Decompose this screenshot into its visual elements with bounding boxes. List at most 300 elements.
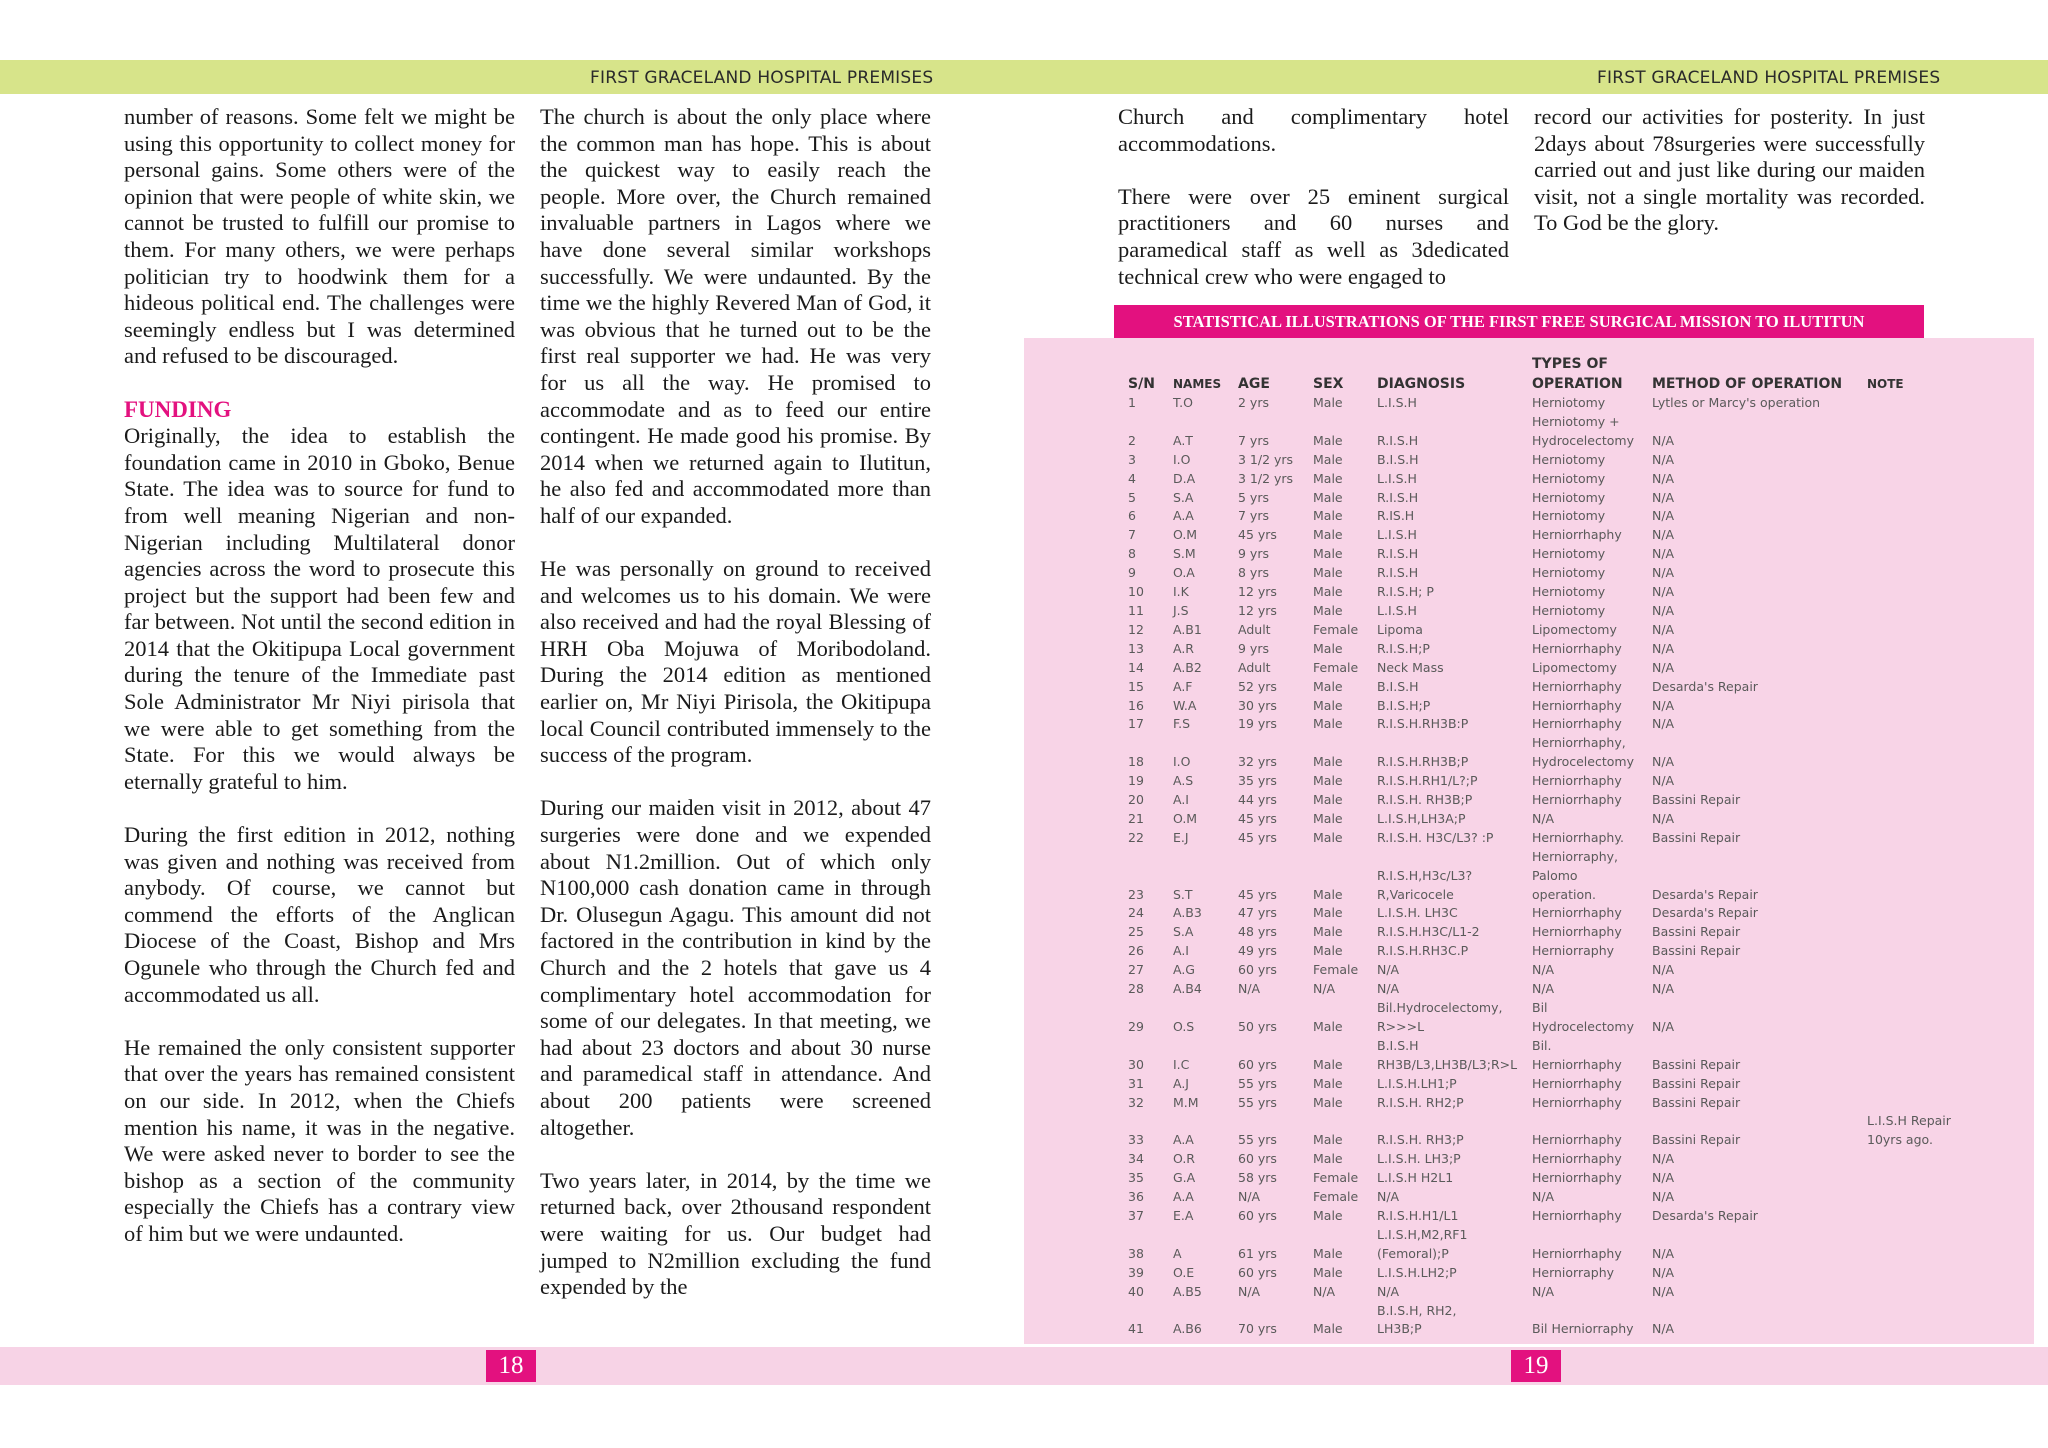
table-cell: 27 xyxy=(1128,962,1144,978)
table-cell: 2 xyxy=(1128,432,1136,448)
table-cell xyxy=(1173,1037,1238,1056)
table-row xyxy=(1128,545,1957,564)
table-cell: Herniotomy xyxy=(1532,395,1606,410)
table-cell: 55 yrs xyxy=(1238,1132,1277,1148)
table-cell: Herniotomy xyxy=(1532,470,1606,486)
table-cell: R.I.S.H. H3C/L3? :P xyxy=(1377,829,1494,845)
table-cell: N/A xyxy=(1377,1283,1400,1299)
table-cell: R.I.S.H. RH2;P xyxy=(1377,1094,1464,1110)
table-cell: I.O xyxy=(1173,451,1191,467)
table-cell: Male xyxy=(1313,1132,1343,1148)
table-cell xyxy=(1313,999,1377,1018)
table-cell: 45 yrs xyxy=(1238,829,1277,845)
table-cell: 55 yrs xyxy=(1238,1094,1277,1110)
table-cell xyxy=(1867,659,1957,678)
table-cell xyxy=(1867,829,1957,848)
table-cell: 22 xyxy=(1128,829,1144,845)
table-cell xyxy=(1377,848,1532,867)
table-row xyxy=(1128,886,1957,905)
table-cell: Male xyxy=(1313,716,1343,732)
table-cell: Herniorrhaphy xyxy=(1532,1075,1622,1091)
table-cell xyxy=(1238,413,1313,432)
table-cell xyxy=(1238,1037,1313,1056)
table-cell: Bil.Hydrocelectomy, xyxy=(1377,1000,1503,1015)
paragraph: The church is about the only place where the common man has hope. This is about the quickest way to easily reach the people. More over, the Church remained invaluable partners in Lagos where we have done several similar workshops successfully. We were undaunted. By the time we the highly Revered Man of God, it was obvious that he turned out to be the first real supporter we had. He was very for us all the way. He promised to accommodate and as to feed our entire contingent. He made good his promise. By 2014 when we returned again to Ilutitun, he also fed and accommodated more than half of our expanded. xyxy=(540,104,931,528)
table-cell: Female xyxy=(1313,621,1359,637)
table-cell xyxy=(1867,602,1957,621)
table-cell: 40 xyxy=(1128,1283,1144,1299)
table-cell: S.A xyxy=(1173,489,1194,505)
table-cell xyxy=(1867,1226,1957,1245)
table-cell: 36 xyxy=(1128,1189,1144,1205)
table-cell: L.I.S.H.LH2;P xyxy=(1377,1264,1457,1280)
table-cell: N/A xyxy=(1652,697,1675,713)
paragraph: Church and complimentary hotel accommodations. xyxy=(1118,104,1509,156)
table-cell: Male xyxy=(1313,395,1343,410)
table-cell xyxy=(1313,1037,1377,1056)
table-row xyxy=(1128,980,1957,999)
table-row xyxy=(1128,1264,1957,1283)
table-cell xyxy=(1867,1207,1957,1226)
table-cell: Male xyxy=(1313,1264,1343,1280)
table-cell: Male xyxy=(1313,1207,1343,1223)
table-cell: Herniorrhaphy xyxy=(1532,792,1622,808)
table-cell: F.S xyxy=(1173,716,1191,732)
table-cell: 9 xyxy=(1128,565,1136,581)
table-cell xyxy=(1867,697,1957,716)
table-cell xyxy=(1867,489,1957,508)
column-header: NOTE xyxy=(1867,377,1904,391)
table-cell: 8 yrs xyxy=(1238,565,1269,581)
table-cell: N/A xyxy=(1652,1170,1675,1186)
table-cell: 9 yrs xyxy=(1238,546,1269,562)
table-cell xyxy=(1867,734,1957,753)
table-cell: N/A xyxy=(1532,1189,1555,1205)
table-cell: A.I xyxy=(1173,792,1189,808)
table-cell xyxy=(1128,1226,1173,1245)
table-cell: 24 xyxy=(1128,905,1144,921)
table-cell xyxy=(1313,867,1377,886)
table-cell xyxy=(1867,810,1957,829)
table-cell: Bil xyxy=(1532,1000,1548,1015)
table-row xyxy=(1128,697,1957,716)
table-row xyxy=(1128,526,1957,545)
table-cell: I.C xyxy=(1173,1056,1190,1072)
table-cell xyxy=(1238,848,1313,867)
table-cell xyxy=(1173,1302,1238,1321)
table-cell: Herniorrhaphy xyxy=(1532,1132,1622,1148)
table-cell xyxy=(1313,734,1377,753)
table-cell: Desarda's Repair xyxy=(1652,678,1758,694)
table-cell: Male xyxy=(1313,584,1343,600)
paragraph: Two years later, in 2014, by the time we returned back, over 2thousand respondent were waiting for us. Our budget had jumped to N2million excluding the fund expended by the xyxy=(540,1167,931,1300)
table-cell: RH3B/L3,LH3B/L3;R>L xyxy=(1377,1056,1518,1072)
table-cell xyxy=(1867,621,1957,640)
table-cell xyxy=(1173,413,1238,432)
table-cell: L.I.S.H.LH1;P xyxy=(1377,1075,1457,1091)
table-cell: A.A xyxy=(1173,1132,1194,1148)
table-cell: 47 yrs xyxy=(1238,905,1277,921)
table-cell: S.T xyxy=(1173,886,1193,902)
table-cell xyxy=(1867,507,1957,526)
table-cell: R.I.S.H.RH3C.P xyxy=(1377,943,1469,959)
table-cell: Bassini Repair xyxy=(1652,1094,1741,1110)
table-cell: Herniorraphy xyxy=(1532,1264,1615,1280)
table-cell: 5 yrs xyxy=(1238,489,1269,505)
table-cell: Bil. xyxy=(1532,1037,1552,1053)
paragraph: He was personally on ground to received and welcomes us to his domain. We were also received and had the royal Blessing of HRH Oba Mojuwa of Moribodoland. During the 2014 edition as mentioned earlier on, Mr Niyi Pirisola, the Okitipupa local Council contributed immensely to the success of the program. xyxy=(540,556,931,768)
table-cell: 23 xyxy=(1128,886,1144,902)
table-row xyxy=(1128,451,1957,470)
table-cell: O.E xyxy=(1173,1264,1195,1280)
table-cell: N/A xyxy=(1238,1189,1261,1205)
table-cell: 49 yrs xyxy=(1238,943,1277,959)
table-cell: Palomo xyxy=(1532,867,1578,883)
table-cell: I.K xyxy=(1173,584,1189,600)
table-cell: 70 yrs xyxy=(1238,1321,1277,1337)
table-cell xyxy=(1867,564,1957,583)
table-cell: 38 xyxy=(1128,1245,1144,1261)
table-cell xyxy=(1652,1037,1867,1056)
paragraph: record our activities for posterity. In just 2days about 78surgeries were successfully carried out and just like during our maiden visit, not a single mortality was recorded. To God be the glory. xyxy=(1534,104,1925,236)
table-cell: N/A xyxy=(1532,810,1555,826)
table-cell: N/A xyxy=(1652,1321,1675,1337)
table-cell xyxy=(1867,1056,1957,1075)
table-cell: Lytles or Marcy's operation xyxy=(1652,395,1821,410)
table-cell: 7 xyxy=(1128,527,1136,543)
table-cell: N/A xyxy=(1652,1264,1675,1280)
table-cell: Herniorrhaphy xyxy=(1532,773,1622,789)
table-cell: A.B6 xyxy=(1173,1321,1202,1337)
table-row xyxy=(1128,394,1957,413)
table-cell: J.S xyxy=(1173,602,1189,618)
table-cell: Herniorrhaphy xyxy=(1532,640,1622,656)
table-cell xyxy=(1867,867,1957,886)
table-cell: Desarda's Repair xyxy=(1652,905,1758,921)
table-cell: Herniotomy xyxy=(1532,546,1606,562)
table-cell: A.T xyxy=(1173,432,1193,448)
table-cell: 25 xyxy=(1128,924,1144,940)
table-cell xyxy=(1867,791,1957,810)
table-row xyxy=(1128,678,1957,697)
paragraph: During our maiden visit in 2012, about 47 surgeries were done and we expended about N1.2million. Out of which only N100,000 cash donation came in through Dr. Olusegun Agagu. This amount did not factored in the contribution in kind by the Church and the 2 hotels that gave us 4 complimentary hotel accommodation for some of our delegates. In that meeting, we had about 23 doctors and about 30 nurse and paramedical staff in attendance. And about 200 patients were screened altogether. xyxy=(540,795,931,1140)
paragraph: He remained the only consistent supporter that over the years has remained consistent on our side. In 2012, when the Chiefs mention his name, it was in the negative. We were asked never to border to see the bishop as a section of the community especially the Chiefs has a contrary view of him but we were undaunted. xyxy=(124,1034,515,1246)
table-cell xyxy=(1532,1302,1652,1321)
table-cell: Herniorrhaphy xyxy=(1532,527,1622,543)
table-row xyxy=(1128,999,1957,1018)
table-cell: Male xyxy=(1313,470,1343,486)
table-cell xyxy=(1313,413,1377,432)
table-cell: Male xyxy=(1313,943,1343,959)
table-cell: 61 yrs xyxy=(1238,1245,1277,1261)
table-cell xyxy=(1867,545,1957,564)
table-cell: Herniorrhaphy xyxy=(1532,697,1622,713)
table-cell xyxy=(1867,1037,1957,1056)
table-cell xyxy=(1867,678,1957,697)
table-cell xyxy=(1867,904,1957,923)
table-row xyxy=(1128,583,1957,602)
table-cell: A.J xyxy=(1173,1075,1189,1091)
table-cell: Herniotomy xyxy=(1532,451,1606,467)
table-cell: N/A xyxy=(1652,432,1675,448)
table-cell: Male xyxy=(1313,1151,1343,1167)
table-cell: 2 yrs xyxy=(1238,395,1269,410)
table-cell: Herniotomy xyxy=(1532,565,1606,581)
table-cell xyxy=(1867,1188,1957,1207)
table-row xyxy=(1128,489,1957,508)
table-cell xyxy=(1867,942,1957,961)
table-cell: N/A xyxy=(1652,508,1675,524)
table-cell xyxy=(1238,1302,1313,1321)
table-cell: N/A xyxy=(1377,981,1400,997)
table-row xyxy=(1128,1226,1957,1245)
paragraph: number of reasons. Some felt we might be using this opportunity to collect money for personal gains. Some others were of the opinion that were people of white skin, we cannot be trusted to fulfill our promise to them. For many others, we were perhaps politician try to hoodwink them for a hideous political end. The challenges were seemingly endless but I was determined and refused to be discouraged. xyxy=(124,104,515,369)
statistics-table xyxy=(1128,354,1957,1339)
table-cell xyxy=(1532,1112,1652,1131)
table-cell: Herniorrhaphy xyxy=(1532,716,1622,732)
table-cell xyxy=(1867,961,1957,980)
table-cell xyxy=(1238,1226,1313,1245)
right-page-column-1 xyxy=(1118,104,1509,317)
table-cell: A.B4 xyxy=(1173,981,1202,997)
table-cell: Bassini Repair xyxy=(1652,924,1741,940)
table-cell: N/A xyxy=(1313,1283,1336,1299)
table-cell: N/A xyxy=(1652,716,1675,732)
table-cell: 28 xyxy=(1128,981,1144,997)
table-cell: Male xyxy=(1313,508,1343,524)
table-cell xyxy=(1128,734,1173,753)
table-cell: 21 xyxy=(1128,810,1144,826)
table-cell: 60 yrs xyxy=(1238,1207,1277,1223)
table-row xyxy=(1128,753,1957,772)
table-cell xyxy=(1128,413,1173,432)
table-row xyxy=(1128,1320,1957,1339)
table-cell: S.M xyxy=(1173,546,1196,562)
table-cell: Male xyxy=(1313,773,1343,789)
table-cell: 33 xyxy=(1128,1132,1144,1148)
table-cell: Male xyxy=(1313,1056,1343,1072)
table-cell xyxy=(1867,1264,1957,1283)
table-cell: N/A xyxy=(1652,565,1675,581)
table-cell: Hydrocelectomy xyxy=(1532,1018,1634,1034)
table-row xyxy=(1128,470,1957,489)
table-cell: 3 xyxy=(1128,451,1136,467)
table-cell: L.I.S.H xyxy=(1377,470,1417,486)
table-cell: O.R xyxy=(1173,1151,1195,1167)
table-cell: 7 yrs xyxy=(1238,508,1269,524)
table-row xyxy=(1128,1207,1957,1226)
table-cell: Male xyxy=(1313,1321,1343,1337)
funding-heading: FUNDING xyxy=(124,396,232,422)
table-cell: Male xyxy=(1313,810,1343,826)
table-cell: 3 1/2 yrs xyxy=(1238,470,1294,486)
table-cell: A xyxy=(1173,1245,1182,1261)
table-cell: N/A xyxy=(1652,470,1675,486)
column-header: OPERATION xyxy=(1532,376,1623,392)
table-cell xyxy=(1313,1112,1377,1131)
table-cell: T.O xyxy=(1173,395,1193,410)
table-cell: L.I.S.H Repair xyxy=(1867,1113,1951,1129)
table-cell xyxy=(1238,734,1313,753)
column-header: METHOD OF OPERATION xyxy=(1652,376,1843,392)
table-cell: 3 1/2 yrs xyxy=(1238,451,1294,467)
table-cell: R.I.S.H xyxy=(1377,565,1419,581)
table-cell: Adult xyxy=(1238,621,1271,637)
table-cell: Bassini Repair xyxy=(1652,1132,1741,1148)
table-row xyxy=(1128,1188,1957,1207)
table-cell: B.I.S.H, RH2, xyxy=(1377,1302,1457,1318)
table-cell xyxy=(1867,848,1957,867)
table-row xyxy=(1128,1169,1957,1188)
table-cell: Bassini Repair xyxy=(1652,1056,1741,1072)
table-cell: Male xyxy=(1313,527,1343,543)
table-cell: Male xyxy=(1313,1245,1343,1261)
table-cell: (Femoral);P xyxy=(1377,1245,1449,1261)
table-cell: Male xyxy=(1313,565,1343,581)
table-cell: R.I.S.H. RH3;P xyxy=(1377,1132,1464,1148)
table-cell xyxy=(1313,848,1377,867)
table-cell: N/A xyxy=(1652,981,1675,997)
table-cell: Herniorraphy, xyxy=(1532,848,1618,864)
table-cell: 9 yrs xyxy=(1238,640,1269,656)
table-cell: R.I.S.H xyxy=(1377,489,1419,505)
table-cell xyxy=(1867,470,1957,489)
table-cell: 1 xyxy=(1128,395,1136,410)
table-cell xyxy=(1867,1169,1957,1188)
table-cell: Male xyxy=(1313,1018,1343,1034)
table-row xyxy=(1128,621,1957,640)
table-cell: Male xyxy=(1313,754,1343,770)
statistics-table-body xyxy=(1128,394,1957,1339)
table-header-row xyxy=(1128,374,1957,394)
table-cell: I.O xyxy=(1173,754,1191,770)
table-cell: A.S xyxy=(1173,773,1194,789)
table-header-row-top xyxy=(1128,354,1957,374)
table-cell: 15 xyxy=(1128,678,1144,694)
table-cell: A.G xyxy=(1173,962,1195,978)
table-cell xyxy=(1313,1302,1377,1321)
table-cell: Herniorrhaphy xyxy=(1532,1207,1622,1223)
table-cell: Herniorrhaphy xyxy=(1532,678,1622,694)
table-row xyxy=(1128,1112,1957,1131)
table-cell: Bassini Repair xyxy=(1652,1075,1741,1091)
table-cell: 37 xyxy=(1128,1207,1144,1223)
table-row xyxy=(1128,640,1957,659)
table-cell: N/A xyxy=(1652,810,1675,826)
table-cell: 12 yrs xyxy=(1238,602,1277,618)
table-cell xyxy=(1652,999,1867,1018)
table-cell: 18 xyxy=(1128,754,1144,770)
table-row xyxy=(1128,1283,1957,1302)
table-cell: 60 yrs xyxy=(1238,1056,1277,1072)
table-cell xyxy=(1867,1283,1957,1302)
table-cell: R.I.S.H.H3C/L1-2 xyxy=(1377,924,1480,940)
table-cell: 45 yrs xyxy=(1238,810,1277,826)
table-cell: 35 xyxy=(1128,1170,1144,1186)
table-cell: 58 yrs xyxy=(1238,1170,1277,1186)
table-cell: 55 yrs xyxy=(1238,1075,1277,1091)
table-cell: A.A xyxy=(1173,1189,1194,1205)
table-cell xyxy=(1867,772,1957,791)
table-cell: A.B3 xyxy=(1173,905,1202,921)
left-page-column-2 xyxy=(540,104,931,1327)
table-cell: N/A xyxy=(1652,962,1675,978)
table-cell: O.M xyxy=(1173,527,1198,543)
table-cell: B.I.S.H xyxy=(1377,451,1419,467)
table-cell xyxy=(1867,413,1957,432)
table-row xyxy=(1128,1131,1957,1150)
table-cell: N/A xyxy=(1532,1283,1555,1299)
page-number-right: 19 xyxy=(1511,1350,1561,1382)
table-cell xyxy=(1173,734,1238,753)
table-cell xyxy=(1377,734,1532,753)
table-cell: 31 xyxy=(1128,1075,1144,1091)
table-cell: R.I.S.H xyxy=(1377,432,1419,448)
table-cell xyxy=(1652,734,1867,753)
table-cell: Bassini Repair xyxy=(1652,943,1741,959)
table-cell: O.A xyxy=(1173,565,1195,581)
paragraph: During the first edition in 2012, nothing was given and nothing was received from anybody. Of course, we cannot but commend the efforts of the Anglican Diocese of the Coast, Bishop and Mrs Ogunele who through the Church fed and accommodated us all. xyxy=(124,822,515,1007)
table-cell xyxy=(1173,848,1238,867)
table-cell: 45 yrs xyxy=(1238,886,1277,902)
table-cell: A.I xyxy=(1173,943,1189,959)
table-cell: 30 yrs xyxy=(1238,697,1277,713)
table-cell xyxy=(1867,1320,1957,1339)
table-cell xyxy=(1867,753,1957,772)
table-cell: Herniorraphy xyxy=(1532,943,1615,959)
table-cell: 12 xyxy=(1128,621,1144,637)
table-cell: Female xyxy=(1313,659,1359,675)
table-cell: Male xyxy=(1313,924,1343,940)
table-cell: D.A xyxy=(1173,470,1196,486)
table-cell: Adult xyxy=(1238,659,1271,675)
table-cell xyxy=(1238,867,1313,886)
table-cell: B.I.S.H xyxy=(1377,678,1419,694)
table-cell: R.I.S.H xyxy=(1377,546,1419,562)
table-cell: 19 yrs xyxy=(1238,716,1277,732)
table-cell xyxy=(1652,1226,1867,1245)
table-cell: N/A xyxy=(1652,1245,1675,1261)
table-cell: 30 xyxy=(1128,1056,1144,1072)
table-cell: O.M xyxy=(1173,810,1198,826)
table-row xyxy=(1128,772,1957,791)
table-cell: N/A xyxy=(1652,527,1675,543)
table-cell: Herniotomy + xyxy=(1532,413,1620,429)
table-cell: 29 xyxy=(1128,1018,1144,1034)
table-cell: Herniorrhaphy, xyxy=(1532,735,1626,751)
column-header: TYPES OF xyxy=(1532,356,1608,372)
column-header: NAMES xyxy=(1173,377,1222,391)
table-cell: 19 xyxy=(1128,773,1144,789)
table-cell: Male xyxy=(1313,451,1343,467)
table-cell: N/A xyxy=(1238,981,1261,997)
table-cell: Lipoma xyxy=(1377,621,1423,637)
table-cell: Herniorrhaphy. xyxy=(1532,829,1624,845)
table-cell: N/A xyxy=(1652,1189,1675,1205)
table-cell xyxy=(1128,1112,1173,1131)
column-header: AGE xyxy=(1238,376,1270,392)
table-cell xyxy=(1313,1226,1377,1245)
table-cell: A.B2 xyxy=(1173,659,1202,675)
table-cell: N/A xyxy=(1652,602,1675,618)
table-cell: R.IS.H xyxy=(1377,508,1415,524)
table-cell: L.I.S.H xyxy=(1377,395,1417,410)
table-cell: LH3B;P xyxy=(1377,1321,1422,1337)
table-cell: A.B1 xyxy=(1173,621,1202,637)
table-cell: R,Varicocele xyxy=(1377,886,1454,902)
table-cell: 17 xyxy=(1128,716,1144,732)
table-cell: Female xyxy=(1313,1189,1359,1205)
